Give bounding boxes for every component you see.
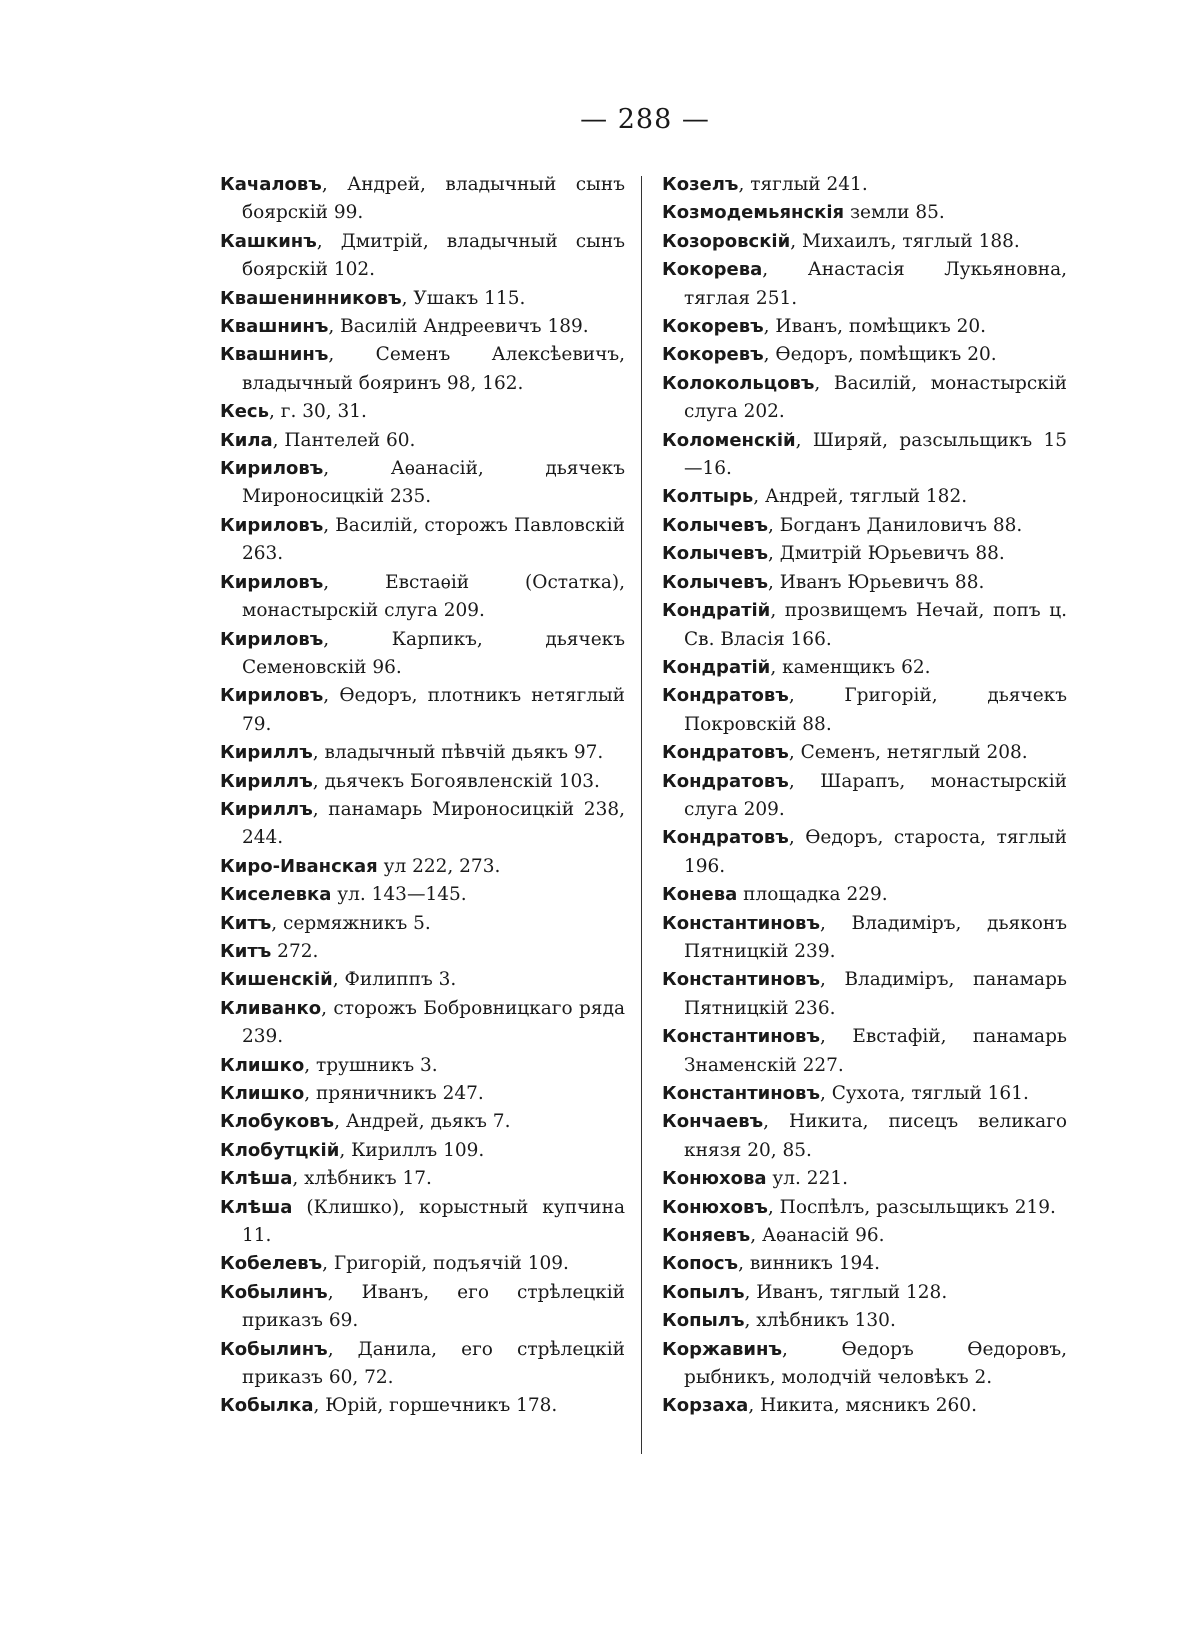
entry-headword: Кобылка xyxy=(220,1395,314,1417)
index-entry xyxy=(220,966,625,994)
entry-headword: Клобуковъ xyxy=(220,1111,335,1133)
entry-text: площадка 229. xyxy=(737,884,888,906)
entry-text: , Сухота, тяглый 161. xyxy=(819,1083,1029,1104)
entry-headword: Кондратовъ xyxy=(662,827,789,849)
entry-headword: Кондратій xyxy=(662,600,771,622)
index-entry xyxy=(220,1080,625,1108)
index-entry xyxy=(662,228,1067,256)
entry-headword: Кириловъ xyxy=(220,685,324,707)
entry-text: , Ушакъ 115. xyxy=(401,287,526,309)
entry-headword: Колокольцовъ xyxy=(662,372,815,394)
entry-headword: Квашнинъ xyxy=(220,316,329,338)
index-entry xyxy=(662,597,1067,654)
entry-headword: Константиновъ xyxy=(662,1026,820,1048)
entry-text: , тяглый 241. xyxy=(738,174,868,195)
entry-text: , Владиміръ, дьяконъ Пятницкій 239. xyxy=(684,912,1067,962)
entry-text: , владычный пѣвчій дьякъ 97. xyxy=(312,742,604,764)
entry-text: , Дмитрій Юрьевичъ 88. xyxy=(768,543,1005,565)
entry-text: , Ширяй, разсыльщикъ 15—16. xyxy=(684,429,1067,480)
index-entry xyxy=(220,313,625,341)
index-entry xyxy=(220,626,625,683)
index-entry xyxy=(662,1307,1067,1335)
index-entry xyxy=(220,881,625,909)
entry-text: , сторожъ Бобровницкаго ряда 239. xyxy=(242,997,625,1048)
entry-headword: Клобутцкій xyxy=(220,1139,340,1161)
entry-text: , Данила, его стрѣлецкій приказъ 60, 72. xyxy=(242,1338,625,1389)
entry-headword: Копосъ xyxy=(662,1253,739,1275)
entry-text: , винникъ 194. xyxy=(738,1253,880,1275)
index-entry xyxy=(662,370,1067,427)
entry-text: , Филиппъ 3. xyxy=(332,969,457,991)
entry-text: , Аѳанасій 96. xyxy=(750,1225,885,1247)
index-entry xyxy=(220,285,625,313)
index-entry xyxy=(220,1194,625,1251)
entry-headword: Кириллъ xyxy=(220,798,313,820)
entry-text: , Никита, писецъ великаго князя 20, 85. xyxy=(684,1111,1067,1161)
index-entry xyxy=(220,427,625,455)
entry-text: , Василій Андреевичъ 189. xyxy=(328,316,589,338)
entry-text: , панамарь Мироносицкій 238, 244. xyxy=(242,798,625,849)
index-entry xyxy=(662,1023,1067,1080)
entry-text: , Поспѣлъ, разсыльщикъ 219. xyxy=(767,1196,1056,1218)
entry-text: , сермяжникъ 5. xyxy=(271,912,431,934)
entry-text: , Карпикъ, дьячекъ Семеновскій 96. xyxy=(242,628,625,678)
index-entry xyxy=(662,1250,1067,1278)
entry-headword: Козмодемьянскія xyxy=(662,202,845,224)
entry-headword: Коняевъ xyxy=(662,1225,751,1247)
entry-text: , дьячекъ Богоявленскій 103. xyxy=(312,770,600,792)
entry-text: , Василій, сторожъ Павловскій 263. xyxy=(242,514,625,565)
entry-text: 272. xyxy=(271,940,319,962)
index-entry xyxy=(662,427,1067,484)
entry-headword: Константиновъ xyxy=(662,912,820,934)
index-entry xyxy=(662,1222,1067,1250)
index-entry xyxy=(220,1279,625,1336)
entry-headword: Квашнинъ xyxy=(220,344,329,366)
index-entry xyxy=(220,1108,625,1136)
entry-text: , Андрей, тяглый 182. xyxy=(753,486,968,508)
entry-headword: Константиновъ xyxy=(662,1083,820,1104)
entry-headword: Квашенинниковъ xyxy=(220,287,402,309)
entry-headword: Колычевъ xyxy=(662,543,769,565)
index-entry xyxy=(662,654,1067,682)
entry-headword: Корзаха xyxy=(662,1395,749,1417)
column-divider xyxy=(641,176,642,1454)
entry-text: (Клишко), корыстный купчина 11. xyxy=(242,1196,625,1247)
entry-headword: Кобылинъ xyxy=(220,1338,328,1360)
index-entry xyxy=(662,341,1067,369)
entry-headword: Клѣша xyxy=(220,1168,293,1190)
entry-text: , Дмитрій, владычный сынъ боярскій 102. xyxy=(242,230,625,281)
entry-text: земли 85. xyxy=(844,202,945,224)
entry-headword: Кириловъ xyxy=(220,514,324,536)
index-entry xyxy=(662,483,1067,511)
entry-text: , Ѳедоръ, староста, тяглый 196. xyxy=(684,827,1067,877)
entry-headword: Коржавинъ xyxy=(662,1338,782,1360)
index-entry xyxy=(220,739,625,767)
entry-text: , Никита, мясникъ 260. xyxy=(748,1395,977,1417)
index-entry xyxy=(220,1392,625,1420)
index-column-left xyxy=(220,171,625,1421)
index-entry xyxy=(220,398,625,426)
index-entry xyxy=(662,569,1067,597)
index-entry xyxy=(662,682,1067,739)
entry-headword: Кокоревъ xyxy=(662,344,764,366)
entry-headword: Кливанко xyxy=(220,997,322,1019)
index-entry xyxy=(220,1250,625,1278)
index-entry xyxy=(220,910,625,938)
entry-text: , Юрій, горшечникъ 178. xyxy=(313,1395,558,1417)
entry-text: , Михаилъ, тяглый 188. xyxy=(790,230,1020,252)
index-entry xyxy=(220,1336,625,1393)
entry-headword: Конева xyxy=(662,884,738,906)
entry-headword: Колычевъ xyxy=(662,514,769,536)
index-entry xyxy=(220,1052,625,1080)
entry-text: , хлѣбникъ 17. xyxy=(292,1168,432,1190)
index-entry xyxy=(662,171,1067,199)
entry-text: , Евстаѳій (Остатка), монастырскій слуга 209. xyxy=(242,571,625,622)
entry-headword: Кашкинъ xyxy=(220,230,317,252)
entry-text: , Иванъ Юрьевичъ 88. xyxy=(768,571,985,593)
entry-text: , Андрей, дьякъ 7. xyxy=(334,1111,511,1133)
index-entry xyxy=(662,540,1067,568)
entry-headword: Кондратовъ xyxy=(662,742,789,764)
index-entry xyxy=(662,1279,1067,1307)
entry-headword: Киро-Иванская xyxy=(220,855,378,877)
entry-text: ул. 143—145. xyxy=(331,884,467,906)
entry-text: , Семенъ, нетяглый 208. xyxy=(788,742,1028,764)
index-entry xyxy=(662,256,1067,313)
entry-text: , Шарапъ, монастырскій слуга 209. xyxy=(684,770,1067,820)
entry-headword: Колычевъ xyxy=(662,571,769,593)
entry-headword: Клишко xyxy=(220,1054,305,1076)
entry-text: , Ѳедоръ, плотникъ нетяглый 79. xyxy=(242,685,625,735)
index-entry xyxy=(662,1080,1067,1108)
entry-headword: Константиновъ xyxy=(662,969,820,991)
entry-text: , Евстафій, панамарь Знаменскій 227. xyxy=(684,1026,1067,1076)
index-entry xyxy=(220,1165,625,1193)
index-entry xyxy=(662,881,1067,909)
index-entry xyxy=(220,682,625,739)
index-entry xyxy=(662,313,1067,341)
entry-headword: Клишко xyxy=(220,1083,305,1104)
index-entry xyxy=(220,938,625,966)
entry-headword: Кондратій xyxy=(662,656,771,678)
index-entry xyxy=(220,455,625,512)
entry-headword: Колтырь xyxy=(662,486,754,508)
entry-headword: Кириллъ xyxy=(220,770,313,792)
index-entry xyxy=(220,341,625,398)
entry-headword: Кондратовъ xyxy=(662,685,789,707)
entry-text: , Богданъ Даниловичъ 88. xyxy=(768,514,1023,536)
entry-text: , хлѣбникъ 130. xyxy=(744,1310,896,1332)
entry-headword: Кириловъ xyxy=(220,628,324,650)
index-entry xyxy=(662,768,1067,825)
entry-headword: Киселевка xyxy=(220,884,332,906)
entry-headword: Китъ xyxy=(220,940,272,962)
entry-headword: Кобелевъ xyxy=(220,1253,323,1275)
index-entry xyxy=(220,1137,625,1165)
entry-headword: Кириллъ xyxy=(220,742,313,764)
entry-text: , Владиміръ, панамарь Пятницкій 236. xyxy=(684,969,1067,1019)
index-entry xyxy=(662,1392,1067,1420)
entry-headword: Кончаевъ xyxy=(662,1111,764,1133)
index-entry xyxy=(662,966,1067,1023)
entry-headword: Качаловъ xyxy=(220,174,322,195)
entry-text: , каменщикъ 62. xyxy=(770,656,931,678)
index-entry xyxy=(220,171,625,228)
entry-headword: Кириловъ xyxy=(220,571,324,593)
entry-headword: Кесь xyxy=(220,401,269,423)
entry-text: , Кириллъ 109. xyxy=(339,1139,485,1161)
entry-text: , Аѳанасій, дьячекъ Мироносицкій 235. xyxy=(242,458,625,508)
entry-headword: Козелъ xyxy=(662,174,739,195)
entry-headword: Конюховъ xyxy=(662,1196,768,1218)
entry-headword: Клѣша xyxy=(220,1196,293,1218)
index-entry xyxy=(662,824,1067,881)
entry-headword: Конюхова xyxy=(662,1168,767,1190)
entry-text: , трушникъ 3. xyxy=(304,1054,438,1076)
index-entry xyxy=(220,853,625,881)
entry-headword: Кондратовъ xyxy=(662,770,789,792)
entry-text: , Семенъ Алексѣевичъ, владычный бояринъ 98, 162. xyxy=(242,344,625,394)
entry-text: , Иванъ, помѣщикъ 20. xyxy=(763,316,987,338)
entry-headword: Кила xyxy=(220,429,273,451)
entry-text: ул 222, 273. xyxy=(377,855,501,877)
index-entry xyxy=(220,569,625,626)
index-entry xyxy=(220,995,625,1052)
entry-text: , Ѳедоръ, помѣщикъ 20. xyxy=(763,344,997,366)
entry-text: , Ѳедоръ Ѳедоровъ, рыбникъ, молодчій человѣкъ 2. xyxy=(684,1338,1067,1389)
entry-text: , пряничникъ 247. xyxy=(304,1083,484,1104)
index-entry xyxy=(220,796,625,853)
page-number: — 288 — xyxy=(580,104,710,135)
entry-text: , Пантелей 60. xyxy=(272,429,416,451)
index-entry xyxy=(220,228,625,285)
entry-text: , Анастасія Лукьяновна, тяглая 251. xyxy=(684,259,1067,309)
entry-text: , Григорій, подъячій 109. xyxy=(322,1253,569,1275)
index-entry xyxy=(662,739,1067,767)
entry-headword: Кобылинъ xyxy=(220,1281,328,1303)
index-entry xyxy=(662,1165,1067,1193)
entry-text: , Иванъ, тяглый 128. xyxy=(744,1281,948,1303)
entry-text: ул. 221. xyxy=(766,1168,849,1190)
index-entry xyxy=(220,768,625,796)
entry-headword: Копылъ xyxy=(662,1281,745,1303)
entry-headword: Китъ xyxy=(220,912,272,934)
entry-text: , Григорій, дьячекъ Покровскій 88. xyxy=(684,685,1067,735)
entry-text: , Василій, монастырскій слуга 202. xyxy=(684,372,1067,423)
entry-headword: Кокоревъ xyxy=(662,316,764,338)
index-entry xyxy=(662,1336,1067,1393)
index-entry xyxy=(220,512,625,569)
entry-headword: Кокорева xyxy=(662,259,763,281)
index-entry xyxy=(662,1108,1067,1165)
entry-text: , прозвищемъ Нечай, попъ ц. Св. Власія 166. xyxy=(684,600,1067,650)
entry-headword: Копылъ xyxy=(662,1310,745,1332)
index-entry xyxy=(662,910,1067,967)
entry-headword: Козоровскій xyxy=(662,230,791,252)
index-column-right xyxy=(662,171,1067,1421)
entry-headword: Кишенскій xyxy=(220,969,333,991)
entry-headword: Кириловъ xyxy=(220,458,324,480)
entry-text: , Иванъ, его стрѣлецкій приказъ 69. xyxy=(242,1281,625,1332)
index-entry xyxy=(662,512,1067,540)
index-entry xyxy=(662,199,1067,227)
entry-text: , г. 30, 31. xyxy=(268,401,367,423)
entry-headword: Коломенскій xyxy=(662,429,796,451)
entry-text: , Андрей, владычный сынъ боярскій 99. xyxy=(242,174,625,224)
index-entry xyxy=(662,1194,1067,1222)
